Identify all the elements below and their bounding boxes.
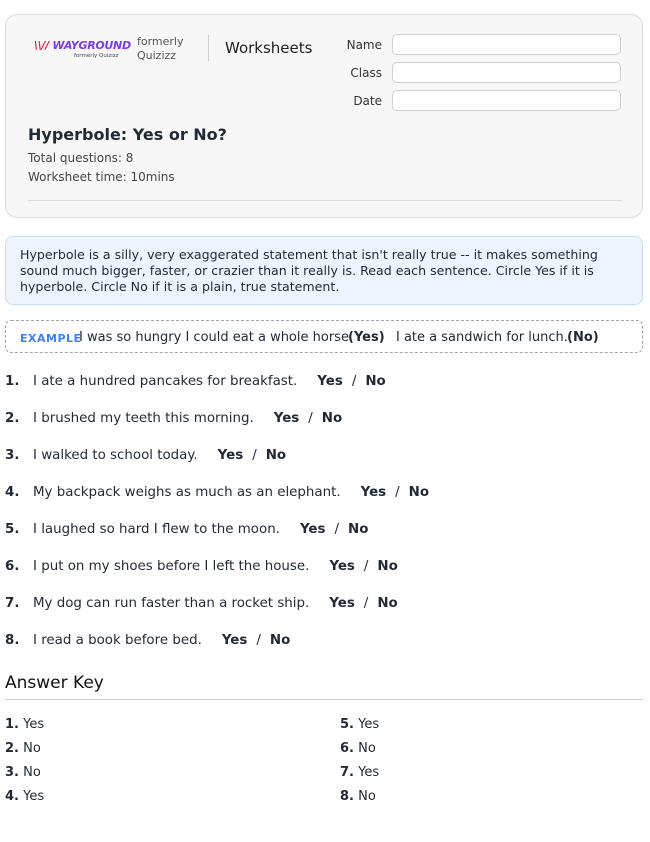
no-option[interactable]: No [269, 633, 291, 648]
header-rule [28, 200, 622, 201]
yes-option[interactable]: Yes [317, 374, 343, 389]
name-field[interactable] [392, 34, 621, 55]
answer-key-title: Answer Key [5, 673, 104, 693]
class-field[interactable] [392, 62, 621, 83]
example-sentence-2: I ate a sandwich for lunch. [396, 330, 568, 345]
no-option[interactable]: No [365, 374, 386, 389]
worksheet-header [5, 14, 643, 218]
worksheet-title: Hyperbole: Yes or No? [28, 125, 227, 144]
instructions-box: Hyperbole is a silly, very exaggerated statement that isn't really true -- it makes something sound much bigger, faster, or crazier than it really is. Read each sentence. Circle Yes if it is hyperbole. Circle No if it is a plain, true statement. [5, 236, 643, 305]
example-answer-2: (No) [567, 330, 599, 345]
example-sentence-1: I was so hungry I could eat a whole horse. [79, 330, 354, 345]
example-box [5, 320, 643, 353]
no-option[interactable]: No [265, 448, 287, 463]
class-label: Class [350, 66, 382, 80]
logo-subtext: formerly Quizizz [74, 53, 119, 59]
section-title: Worksheets [225, 39, 313, 57]
yes-option[interactable]: Yes [217, 448, 244, 463]
no-option[interactable]: No [347, 522, 369, 537]
wayground-logo-mark-icon: \\// [34, 39, 49, 52]
yes-option[interactable]: Yes [329, 596, 355, 611]
answer-key-rule [5, 699, 643, 700]
answer-1: 1. Yes [5, 717, 45, 732]
answer-5: 5. Yes [340, 717, 380, 732]
formerly-quizizz: formerly Quizizz [137, 35, 184, 62]
answer-2: 2. No [5, 741, 41, 756]
name-label: Name [346, 38, 382, 52]
no-option[interactable]: No [408, 485, 430, 500]
answer-7: 7. Yes [340, 765, 380, 780]
yes-option[interactable]: Yes [299, 522, 326, 537]
yes-option[interactable]: Yes [273, 411, 300, 426]
total-questions: Total questions: 8 [28, 151, 134, 165]
yes-option[interactable]: Yes [329, 559, 355, 574]
date-label: Date [353, 94, 382, 108]
no-option[interactable]: No [321, 411, 343, 426]
logo-text: WAYGROUND [52, 39, 131, 52]
answer-6: 6. No [340, 741, 376, 756]
header-divider [208, 35, 209, 61]
yes-option[interactable]: Yes [360, 485, 387, 500]
answer-4: 4. Yes [5, 789, 45, 804]
wayground-logo [34, 39, 131, 73]
answer-8: 8. No [340, 789, 376, 804]
worksheet-time: Worksheet time: 10mins [28, 170, 175, 184]
no-option[interactable]: No [377, 596, 398, 611]
no-option[interactable]: No [377, 559, 398, 574]
yes-option[interactable]: Yes [221, 633, 248, 648]
answer-3: 3. No [5, 765, 41, 780]
date-field[interactable] [392, 90, 621, 111]
example-tag: EXAMPLE [20, 332, 82, 345]
example-answer-1: (Yes) [348, 330, 385, 345]
